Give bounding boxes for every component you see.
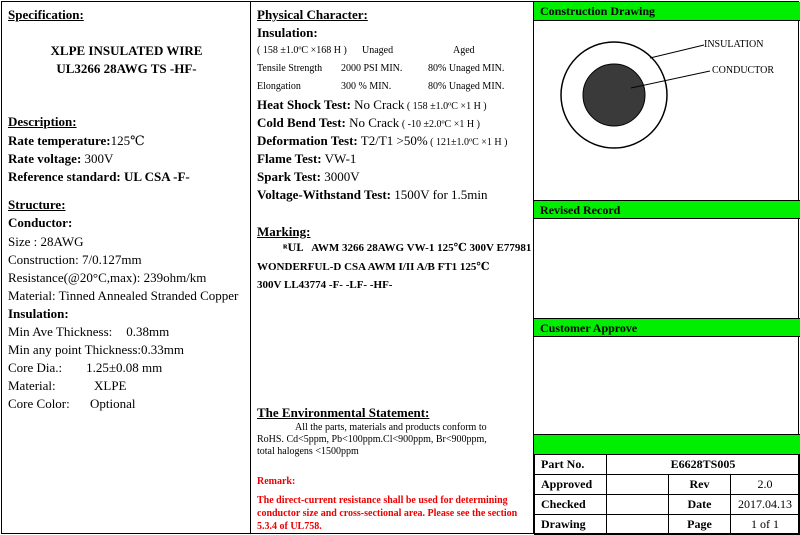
ul-logo: ᴿ𝐔𝐋 bbox=[283, 243, 304, 254]
conductor-construction: Construction: 7/0.127mm bbox=[8, 252, 142, 267]
core-dia: Core Dia.: 1.25±0.08 mm bbox=[8, 360, 163, 375]
aging-condition: ( 158 ±1.0ºC ×168 H ) bbox=[257, 45, 347, 56]
marking-line1: ᴿ𝐔𝐋 AWM 3266 28AWG VW-1 125℃ 300V E77981 bbox=[283, 242, 532, 254]
right-column bbox=[534, 2, 800, 533]
marking-heading: Marking: bbox=[257, 224, 311, 239]
reference-standard: Reference standard: UL CSA -F- bbox=[8, 169, 190, 184]
rate-voltage: Rate voltage: 300V bbox=[8, 151, 114, 166]
elongation-aged: 80% Unaged MIN. bbox=[428, 81, 505, 92]
environmental-line3: total halogens <1500ppm bbox=[257, 446, 359, 457]
environmental-line1: All the parts, materials and products conform to bbox=[295, 422, 487, 433]
conductor-heading: Conductor: bbox=[8, 215, 73, 230]
marking-line3: 300V LL43774 -F- -LF- -HF- bbox=[257, 279, 393, 291]
deformation-test: Deformation Test: T2/T1 >50% ( 121±1.0ºC ×1 H ) bbox=[257, 133, 508, 148]
unaged-header: Unaged bbox=[362, 45, 394, 56]
green-spacer-bar bbox=[534, 434, 800, 455]
rev-value: 2.0 bbox=[731, 475, 800, 495]
table-row bbox=[535, 495, 800, 515]
min-ave-thickness: Min Ave Thickness: 0.38mm bbox=[8, 324, 170, 339]
checked-label: Checked bbox=[535, 495, 607, 515]
customer-approve-header: Customer Approve bbox=[534, 318, 800, 337]
flame-test: Flame Test: VW-1 bbox=[257, 151, 357, 166]
conductor-resistance: Resistance(@20°C,max): 239ohm/km bbox=[8, 270, 207, 285]
insulation-leader bbox=[650, 45, 704, 58]
insulation-callout: INSULATION bbox=[704, 39, 764, 50]
construction-drawing-header: Construction Drawing bbox=[534, 2, 800, 21]
specification-heading: Specification: bbox=[8, 7, 84, 22]
description-heading: Description: bbox=[8, 114, 77, 129]
marking-line2: WONDERFUL-D CSA AWM I/II A/B FT1 125℃ bbox=[257, 261, 490, 273]
approved-value bbox=[607, 475, 669, 495]
part-no-label: Part No. bbox=[535, 455, 607, 475]
aged-header: Aged bbox=[453, 45, 475, 56]
conductor-size: Size : 28AWG bbox=[8, 234, 84, 249]
insulation-heading: Insulation: bbox=[8, 306, 69, 321]
min-point-thickness: Min any point Thickness:0.33mm bbox=[8, 342, 184, 357]
elongation-label: Elongation bbox=[257, 81, 301, 92]
voltage-withstand-test: Voltage-Withstand Test: 1500V for 1.5min bbox=[257, 187, 488, 202]
heat-shock-test: Heat Shock Test: No Crack ( 158 ±1.0ºC ×1 H ) bbox=[257, 97, 487, 112]
middle-column bbox=[251, 2, 534, 533]
tensile-label: Tensile Strength bbox=[257, 63, 323, 74]
date-value: 2017.04.13 bbox=[731, 495, 800, 515]
date-label: Date bbox=[669, 495, 731, 515]
spark-test: Spark Test: 3000V bbox=[257, 169, 360, 184]
drawing-value bbox=[607, 515, 669, 535]
elongation-unaged: 300 % MIN. bbox=[341, 81, 392, 92]
table-row bbox=[535, 515, 800, 535]
left-column bbox=[2, 2, 251, 533]
remark-label: Remark: bbox=[257, 476, 296, 487]
physical-character-heading: Physical Character: bbox=[257, 7, 368, 22]
revised-record-header: Revised Record bbox=[534, 200, 800, 219]
part-no-value: E6628TS005 bbox=[607, 455, 800, 475]
approved-label: Approved bbox=[535, 475, 607, 495]
environmental-line2: RoHS. Cd<5ppm, Pb<100ppm.Cl<900ppm, Br<900ppm, bbox=[257, 434, 487, 445]
table-row bbox=[535, 475, 800, 495]
drawing-label: Drawing bbox=[535, 515, 607, 535]
core-color: Core Color: Optional bbox=[8, 396, 136, 411]
checked-value bbox=[607, 495, 669, 515]
product-title-line2: UL3266 28AWG TS -HF- bbox=[56, 61, 197, 76]
tensile-unaged: 2000 PSI MIN. bbox=[341, 63, 403, 74]
conductor-material: Material: Tinned Annealed Stranded Copper bbox=[8, 288, 239, 303]
table-row bbox=[535, 455, 800, 475]
rate-temperature: Rate temperature:125℃ bbox=[8, 133, 145, 148]
structure-heading: Structure: bbox=[8, 197, 66, 212]
product-title-line1: XLPE INSULATED WIRE bbox=[50, 43, 203, 58]
insulation-label: Insulation: bbox=[257, 25, 318, 40]
spec-sheet bbox=[1, 1, 799, 534]
remark-text: The direct-current resistance shall be used for determining conductor size and cross-sectional area. Please see the section 5.3.4 of UL758. bbox=[257, 495, 518, 532]
environmental-heading: The Environmental Statement: bbox=[257, 405, 430, 420]
page-label: Page bbox=[669, 515, 731, 535]
cold-bend-test: Cold Bend Test: No Crack ( -10 ±2.0ºC ×1 H ) bbox=[257, 115, 480, 130]
rev-label: Rev bbox=[669, 475, 731, 495]
page-value: 1 of 1 bbox=[731, 515, 800, 535]
title-block bbox=[534, 454, 800, 535]
insulation-material: Material: XLPE bbox=[8, 378, 127, 393]
conductor-core bbox=[583, 64, 645, 126]
conductor-callout: CONDUCTOR bbox=[712, 65, 775, 76]
tensile-aged: 80% Unaged MIN. bbox=[428, 63, 505, 74]
